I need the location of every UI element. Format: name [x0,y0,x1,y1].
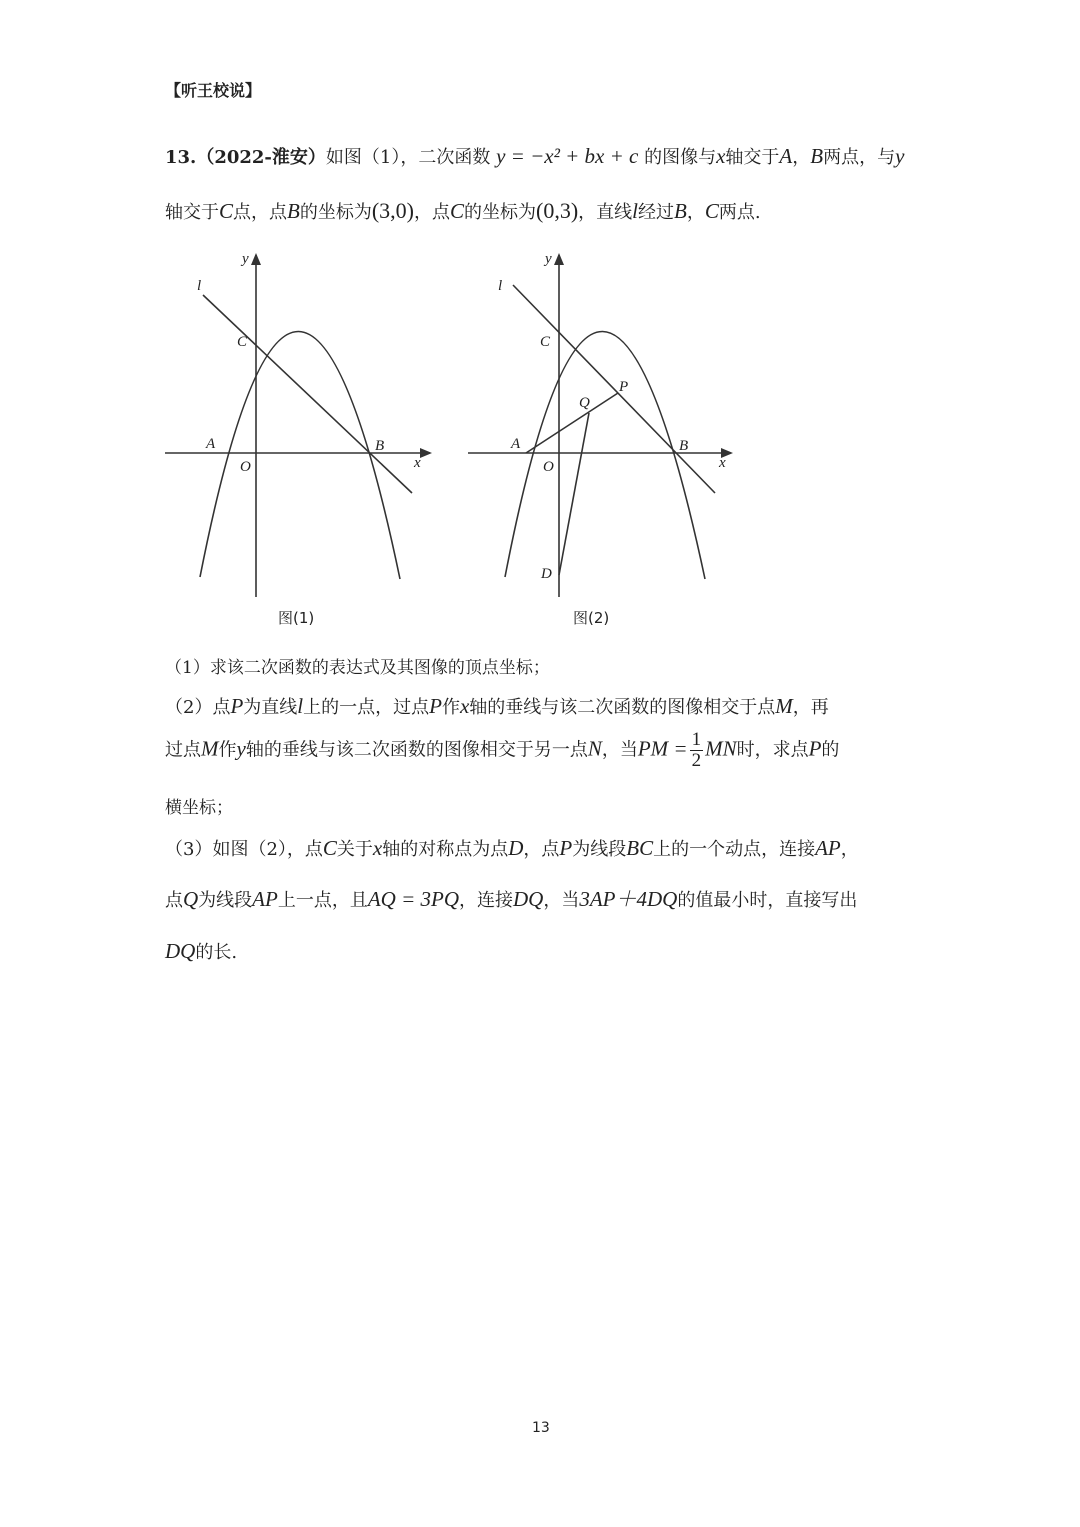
text: 的 [821,739,840,761]
label-x: x [414,455,421,471]
segment-AP [526,393,618,453]
var: D [508,836,524,860]
part-2-line-3: 横坐标； [165,798,233,818]
text: 如图（1），二次函数 [325,147,491,168]
part-2-line-2 [165,730,839,771]
label-B: B [679,438,689,454]
var: MN [705,736,737,761]
var: C [704,199,719,223]
text: 为线段 [572,839,627,860]
label-C: C [540,334,551,350]
text: 为线段 [198,890,253,911]
equation: y = −x² + bx + c [496,144,639,168]
text: 经过 [638,202,675,223]
text: 作 [218,739,237,761]
text: 的图像与 [644,147,717,168]
label-l: l [498,278,503,294]
text: 轴交于 [725,147,780,168]
label-A: A [511,436,521,452]
text: ， [792,147,811,168]
label-B: B [375,438,385,454]
text: ，点 [523,839,560,860]
var: P [230,694,244,718]
label-l: l [197,278,202,294]
text: ，直线 [578,202,633,223]
part-1: （1）求该二次函数的表达式及其图像的顶点坐标； [165,658,550,678]
text: ， [686,202,705,223]
var: A [779,144,793,168]
figure-2 [453,245,753,635]
label-C: C [237,334,248,350]
text: 两点. [718,202,761,223]
parabola [200,331,400,579]
var: y [236,736,246,761]
segment-DQ [559,413,589,575]
var: DQ [165,939,196,963]
var: M [201,736,219,761]
text: 的坐标为 [299,202,372,223]
equation: AQ = 3PQ [367,887,459,911]
var: C [219,199,234,223]
label-Q: Q [579,395,590,411]
text: ，当 [601,739,638,761]
text: ， [840,839,859,860]
text: 轴的对称点为点 [382,839,509,860]
text: ，点 [414,202,450,223]
text: 上的一个动点，连接 [653,839,816,860]
text: 为直线 [243,697,298,718]
var: AP [252,887,278,911]
numerator: 1 [691,729,702,750]
text: 点 [165,890,183,911]
text: 的长. [195,942,238,963]
var: l [632,199,639,223]
label-A: A [206,436,216,452]
y-axis-arrow [251,253,261,265]
var: l [297,694,304,718]
part-3-line-1 [165,835,859,861]
coordinate: (0,3) [536,198,579,223]
label-D: D [541,566,552,582]
text: （2）点 [165,697,231,718]
page-number: 13 [532,1420,550,1436]
var: C [450,199,465,223]
var: x [716,144,726,168]
text: 两点，与 [823,147,896,168]
var: C [322,836,337,860]
var: x [372,836,383,860]
label-O: O [543,459,554,475]
label-O: O [240,459,251,475]
text: 上的一点，过点 [303,697,430,718]
line-l [203,295,412,493]
text: ，当 [543,890,580,911]
part-3-line-2 [165,883,857,913]
var: BC [626,836,654,860]
equation: PM = [637,736,688,761]
text: 作 [441,697,460,718]
var: P [808,736,822,761]
var: AP [815,836,841,860]
label-y: y [242,251,249,267]
text: 过点 [165,739,201,761]
problem-number: 13. [165,147,197,168]
text: 的值最小时，直接写出 [677,890,858,911]
label-y: y [545,251,552,267]
y-axis-arrow [554,253,564,265]
text: ，再 [792,697,829,718]
text: 点，点 [233,202,288,223]
text: 上一点，且 [277,890,368,911]
var: B [674,199,687,223]
problem-source: （2022-淮安） [196,147,326,168]
var: x [459,694,470,718]
var: DQ [513,887,544,911]
var: y [895,144,905,168]
text: 轴的垂线与该二次函数的图像相交于另一点 [245,739,588,761]
var: B [287,199,300,223]
problem-line-1 [165,143,904,169]
coordinate: (3,0) [371,198,414,223]
text: 轴交于 [165,202,219,223]
parabola [505,331,705,579]
page-header: 【听王校说】 [165,81,262,100]
text: 时，求点 [736,739,809,761]
figure-2-caption: 图(2) [573,609,610,627]
text: ，连接 [459,890,513,911]
var: P [429,694,442,718]
label-x: x [719,455,726,471]
part-2-line-1 [165,693,829,719]
denominator: 2 [691,750,702,771]
var: B [810,144,824,168]
var: N [587,736,602,761]
text: 的坐标为 [464,202,537,223]
text: 关于 [336,839,373,860]
label-P: P [619,379,629,395]
var: Q [183,887,199,911]
problem-line-2 [165,198,761,224]
expression: 3AP＋4DQ [579,887,678,911]
figure-1 [150,245,450,635]
text: 轴的垂线与该二次函数的图像相交于点 [469,697,776,718]
part-3-line-3 [165,938,237,964]
var: M [775,694,793,718]
fraction-one-half [690,730,704,771]
var: P [559,836,573,860]
x-axis-arrow [420,448,432,458]
text: （3）如图（2），点 [165,839,323,860]
figure-1-caption: 图(1) [278,609,315,627]
